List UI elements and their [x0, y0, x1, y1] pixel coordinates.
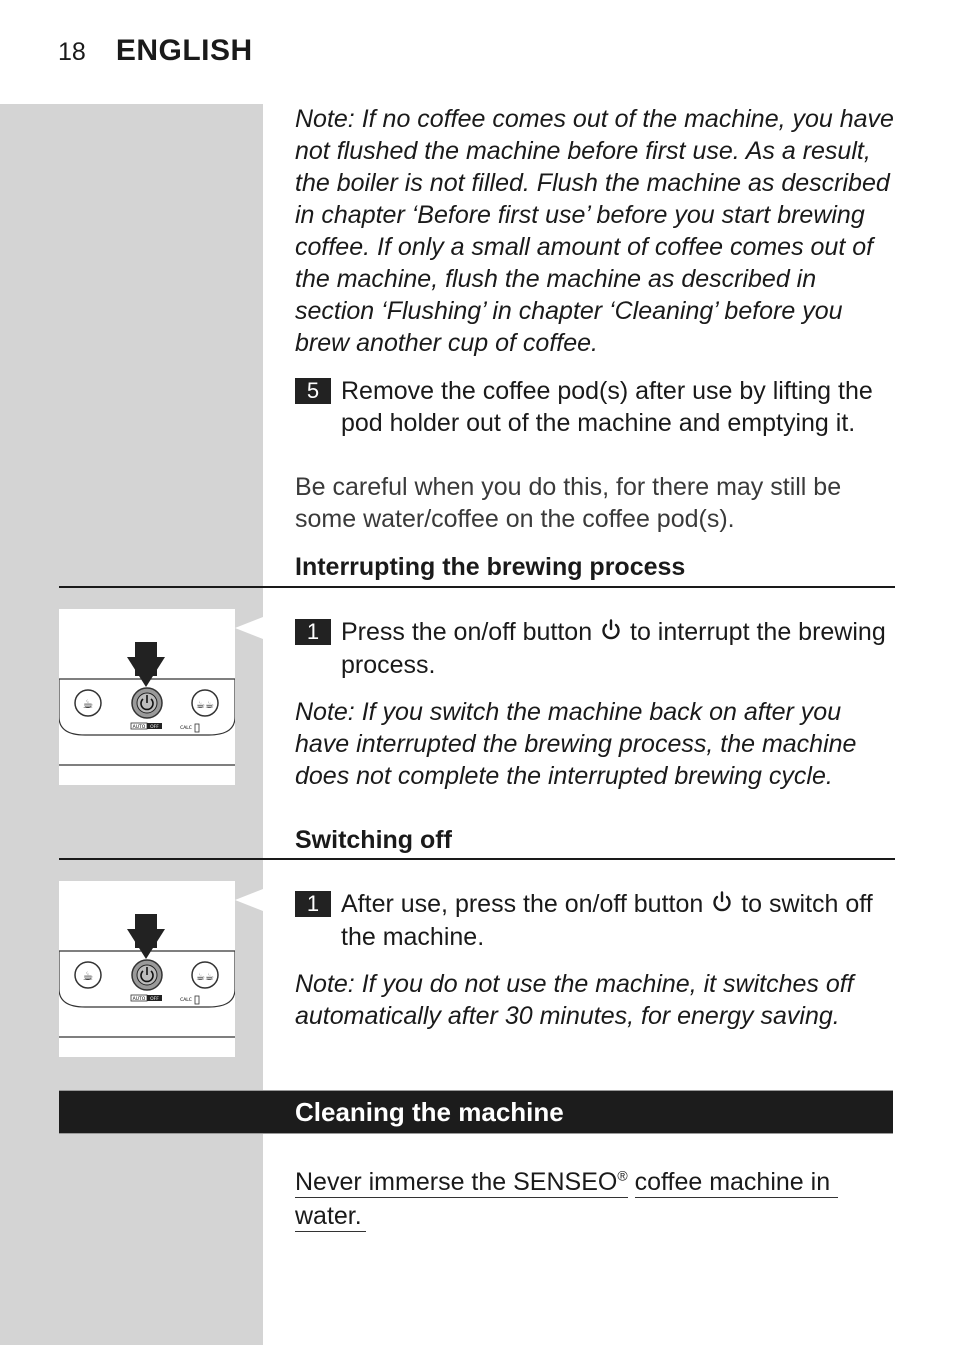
step-5-text: Remove the coffee pod(s) after use by lifting the pod holder out of the machine and emptying it.: [341, 377, 873, 437]
step-number-badge: 1: [295, 619, 331, 645]
step-5-caution: Be careful when you do this, for there may still be some water/coffee on the coffee pod(s).: [295, 473, 842, 533]
svg-text:☕: ☕: [82, 697, 94, 711]
heading-cleaning: Cleaning the machine: [295, 1097, 564, 1127]
svg-text:☕☕: ☕☕: [196, 700, 214, 711]
svg-text:☕☕: ☕☕: [196, 972, 214, 983]
auto-label: AUTO: [132, 725, 146, 730]
heading-switching-off: Switching off: [295, 826, 452, 854]
page-header: [58, 34, 253, 74]
note-auto-off: Note: If you do not use the machine, it switches off automatically after 30 minutes, for energy saving.: [295, 970, 854, 1030]
svg-text:☕: ☕: [82, 969, 94, 983]
warning-immerse: [295, 1159, 895, 1233]
section-divider: [59, 858, 895, 860]
illustration-control-panel-interrupt: [59, 609, 235, 785]
step-interrupt-text-start: Press the on/off button: [341, 618, 593, 646]
heading-interrupting: Interrupting the brewing process: [295, 553, 686, 581]
calc-label: CALC: [180, 998, 192, 1003]
off-label: OFF: [150, 997, 159, 1002]
section-banner: [59, 1090, 893, 1134]
illustration-control-panel-switch-off: [59, 881, 235, 1057]
warning-text-2: coffee machine in: [635, 1168, 839, 1198]
auto-label: AUTO: [132, 997, 146, 1002]
note-flush: Note: If no coffee comes out of the machine, you have not flushed the machine before first use. As a result, the boiler is not filled. Flush the machine as described in chapter ‘Before first use’ before you start brewing coffee. If only a small amount of coffee comes out of the machine, flush the machine as described in section ‘Flushing’ in chapter ‘Cleaning’ before you brew another cup of coffee.: [295, 105, 894, 357]
callout-pointer: [235, 889, 263, 911]
step-5: [295, 375, 895, 439]
step-interrupt: [295, 616, 895, 681]
step-switch-off-text-end: to switch off the machine.: [341, 890, 873, 951]
section-divider: [59, 586, 895, 588]
step-interrupt-text-end: to interrupt the brewing process.: [341, 618, 886, 679]
calc-label: CALC: [180, 726, 192, 731]
warning-text-1: Never immerse the SENSEO: [295, 1168, 618, 1197]
off-label: OFF: [150, 725, 159, 730]
step-switch-off: [295, 888, 895, 953]
page-number: 18: [58, 38, 86, 66]
page-language-title: ENGLISH: [115, 34, 253, 67]
note-interrupt: Note: If you switch the machine back on after you have interrupted the brewing process, the machine does not complete the interrupted brewing cycle.: [295, 698, 857, 790]
power-icon: [712, 889, 732, 921]
step-switch-off-text-start: After use, press the on/off button: [341, 890, 704, 918]
callout-pointer: [235, 617, 263, 639]
power-icon: [601, 617, 621, 649]
warning-text-3: water.: [295, 1202, 366, 1232]
step-number-badge: 5: [295, 378, 331, 404]
step-number-badge: 1: [295, 891, 331, 917]
registered-mark: ®: [617, 1168, 628, 1184]
